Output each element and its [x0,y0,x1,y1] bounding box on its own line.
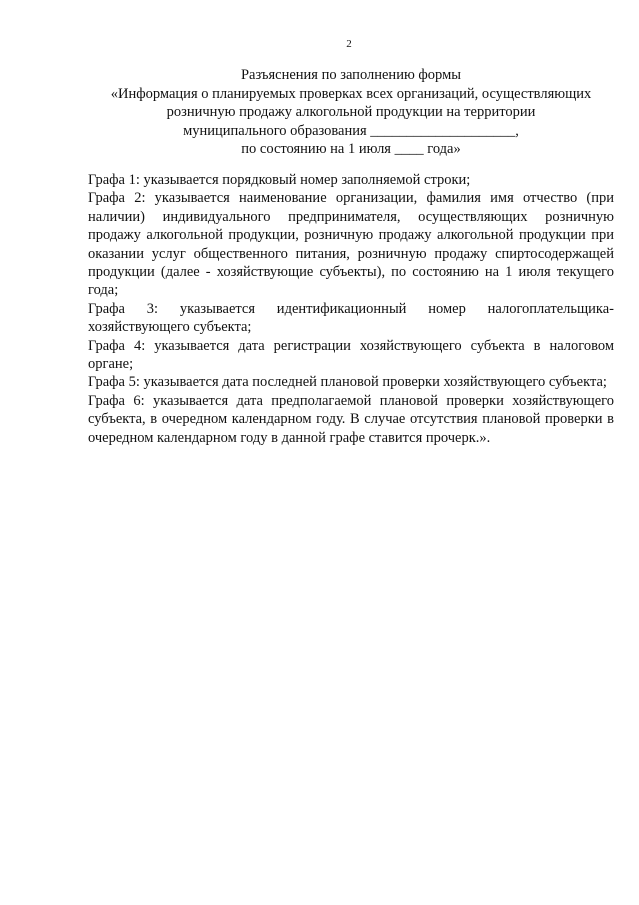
column-explanations [88,171,614,447]
explanation-column-6: Графа 6: указывается дата предполагаемой плановой проверки хозяйствующего субъекта, в очередном календарном году. В случае отсутствия плановой проверки в очередном календарном году в данной графе ставится прочерк.». [88,392,614,446]
heading-line-2: «Информация о планируемых проверках всех организаций, осуществляющих [110,85,592,102]
explanation-column-5: Графа 5: указывается дата последней плановой проверки хозяйствующего субъекта; [88,374,607,391]
explanation-column-2: Графа 2: указывается наименование организации, фамилия имя отчество (при наличии) индивидуального предпринимателя, осуществляющих розничную продажу алкогольной продукции, розничную продажу алкогольной продукции при оказании услуг общественного питания, розничную продажу спиртосодержащей продукции (далее - хозяйствующие субъекты), по состоянию на 1 июля текущего года; [88,190,614,299]
explanation-column-3: Графа 3: указывается идентификационный номер налогоплательщика-хозяйствующего субъекта; [88,300,614,336]
form-heading [88,66,614,159]
heading-line-1: Разъяснения по заполнению формы [240,67,462,83]
heading-line-5: по состоянию на 1 июля ____ года» [241,141,461,158]
explanation-column-1: Графа 1: указывается порядковый номер заполняемой строки; [88,172,471,188]
page-number: 2 [346,38,352,50]
explanation-column-4: Графа 4: указывается дата регистрации хозяйствующего субъекта в налоговом органе; [88,337,614,373]
heading-line-4: муниципального образования ____________________, [183,122,519,139]
heading-line-3: розничную продажу алкогольной продукции на территории [166,104,536,121]
